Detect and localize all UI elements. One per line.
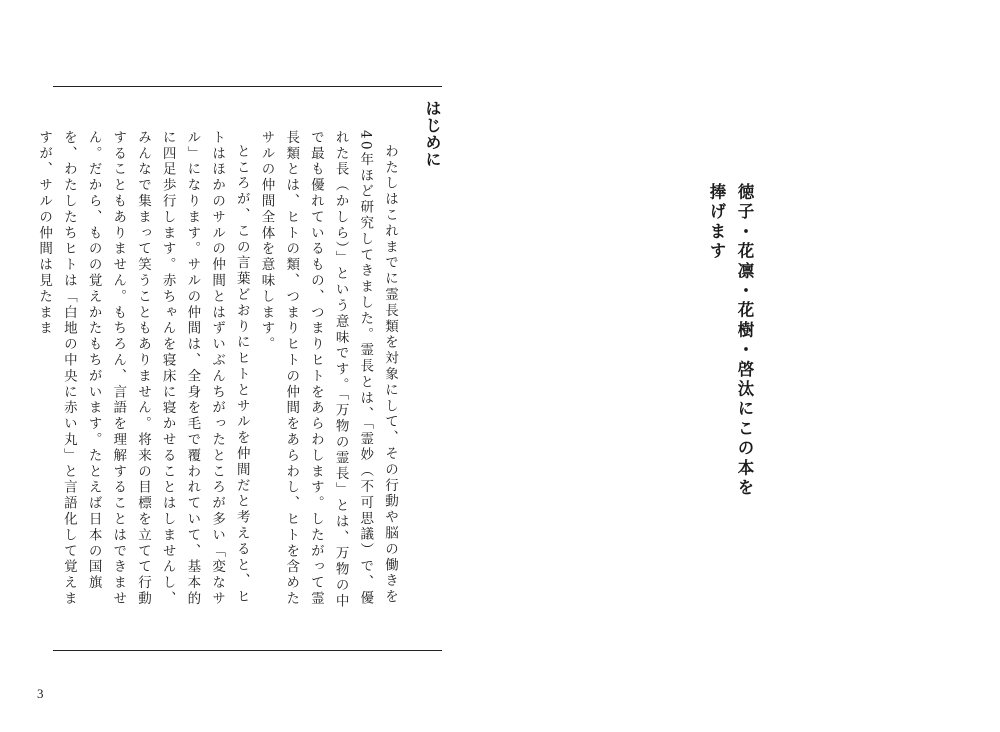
page-number: 3 — [37, 686, 44, 701]
dedication-text: 徳子・花凛・花樹・啓汰にこの本を捧げます — [707, 183, 754, 499]
paragraph-2: ところが、この言葉どおりにヒトとサルを仲間だと考えると、ヒトはほかのサルの仲間とはずいぶんちがったところが多い「変なサル」になります。サルの仲間は、全身を毛で覆われていて、基本的に四足歩行します。赤ちゃんを寝床に寝かせることはしませんし、みんなで集まって笑うこともありません。将来の目標を立てて行動することもありません。もちろん、言語を理解することはできません。だから、ものの覚えかたもちがいます。たとえば日本の国旗を、わたしたちヒトは「白地の中央に赤い丸」と言語化して覚えますが、サルの仲間は見たまま — [36, 130, 250, 607]
chapter-title: はじめに — [423, 100, 442, 168]
bottom-rule — [53, 650, 442, 651]
right-page — [500, 0, 1000, 732]
body-text — [36, 130, 402, 618]
paragraph-1: わたしはこれまでに霊長類を対象にして、その行動や脳の働きを40年ほど研究してきました。霊長とは、「霊妙（不可思議）で、優れた長（かしら）」という意味です。「万物の霊長」とは、万物の中で最も優れているもの、つまりヒトをあらわします。したがって霊長類とは、ヒトの類、つまりヒトの仲間をあらわし、ヒトを含めたサルの仲間全体を意味します。 — [258, 130, 398, 610]
top-rule — [53, 86, 442, 87]
